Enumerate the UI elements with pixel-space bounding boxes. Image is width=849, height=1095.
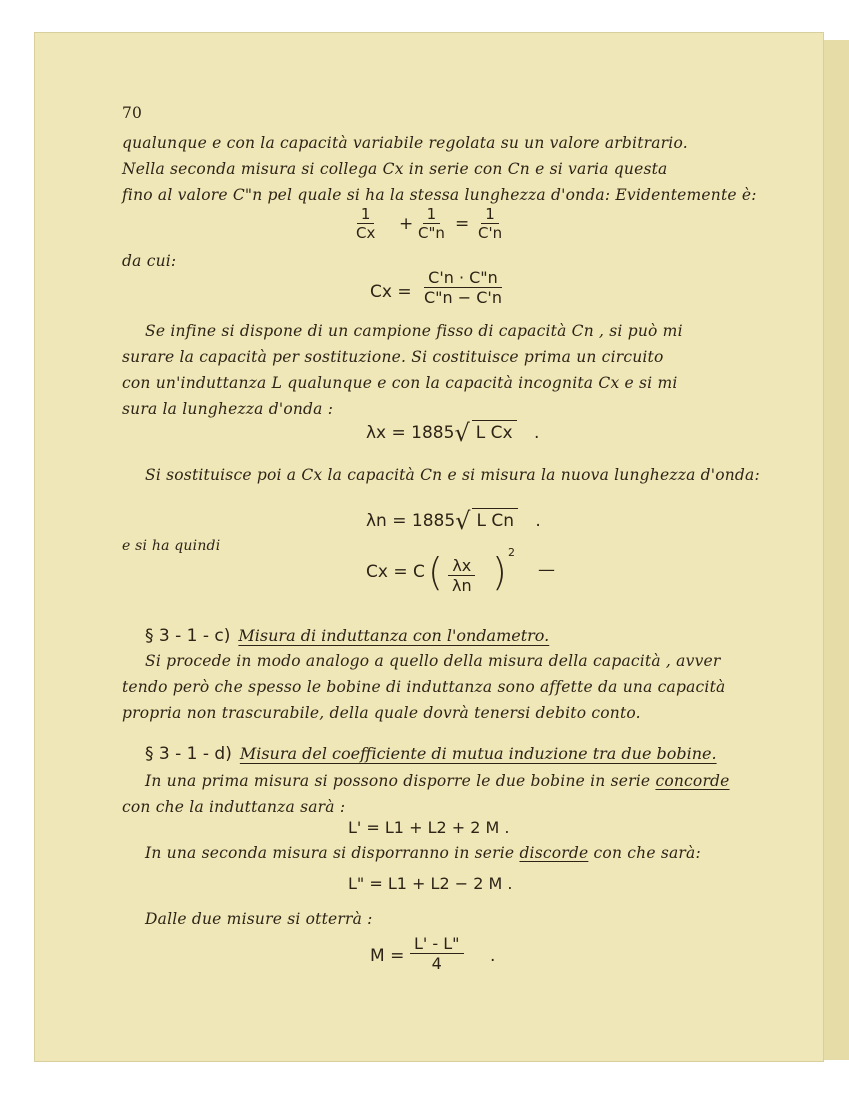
exponent: 2 [508, 546, 515, 559]
text-line: sura la lunghezza d'onda : [122, 400, 334, 418]
section-heading-c: § 3 - 1 - c) Misura di induttanza con l'ondametro. [145, 626, 550, 646]
plus-sign: + [399, 214, 414, 234]
equation-lambda-x: λx = 1885√ L Cx . [366, 419, 540, 447]
text-line: tendo però che spesso le bobine di induttanza sono affette da una capacità [122, 678, 726, 696]
text-line: Dalle due misure si otterrà : [145, 910, 373, 928]
equation-cx-ratio-lhs: Cx = C [366, 562, 425, 582]
text-line: con che la induttanza sarà : [122, 798, 346, 816]
end-dash: — [538, 560, 555, 580]
equation-cx-lhs: Cx = [370, 282, 412, 302]
equation-cx-fraction: $\frac{C'n \cdot C"n}{C"n - C'n}$ [424, 268, 502, 307]
equation-m-lhs: M = [370, 946, 405, 966]
fraction-1-over-cx: $\frac{1}{Cx}$ [356, 205, 376, 242]
text-line: e si ha quindi [122, 538, 221, 554]
text-line: Si procede in modo analogo a quello della misura della capacità , avver [145, 652, 721, 670]
equation-m-fraction: $\frac{L' - L"}{4}$ [410, 934, 464, 973]
text-line: Se infine si dispone di un campione fisso di capacità Cn , si può mi [145, 322, 683, 340]
text-line: In una prima misura si possono disporre le due bobine in serie concorde [145, 772, 730, 790]
text-line: In una seconda misura si disporranno in serie discorde con che sarà: [145, 844, 701, 862]
root-sign: √ [455, 507, 471, 535]
text-line: con un'induttanza L qualunque e con la capacità incognita Cx e si mi [122, 374, 678, 392]
equation-m-end: . [490, 946, 496, 966]
equation-l-prime: L' = L1 + L2 + 2 M . [348, 818, 510, 837]
equation-lambda-ratio: $\frac{\lambda x}{\lambda n}$ [448, 556, 476, 595]
equals-sign: = [455, 214, 470, 234]
text-line: qualunque e con la capacità variabile regolata su un valore arbitrario. [122, 134, 688, 152]
text-line: da cui: [122, 252, 177, 270]
root-sign: √ [454, 419, 470, 447]
left-paren: ( [428, 550, 443, 594]
text-line: fino al valore C"n pel quale si ha la stessa lunghezza d'onda: Evidentemente è: [122, 186, 757, 204]
text-line: propria non trascurabile, della quale dovrà tenersi debito conto. [122, 704, 641, 722]
text-line: surare la capacità per sostituzione. Si costituisce prima un circuito [122, 348, 664, 366]
fraction-1-over-cn1: $\frac{1}{C'n}$ [478, 205, 503, 242]
section-heading-d: § 3 - 1 - d) Misura del coefficiente di mutua induzione tra due bobine. [145, 744, 717, 764]
equation-lambda-n: λn = 1885√ L Cn . [366, 507, 541, 535]
fraction-1-over-cn2: $\frac{1}{C"n}$ [418, 205, 445, 242]
text-line: Nella seconda misura si collega Cx in serie con Cn e si varia questa [122, 160, 668, 178]
text-line: Si sostituisce poi a Cx la capacità Cn e si misura la nuova lunghezza d'onda: [145, 466, 760, 484]
page-number: 70 [122, 104, 143, 122]
right-paren: ) [492, 550, 507, 594]
equation-l-double-prime: L" = L1 + L2 − 2 M . [348, 874, 513, 893]
